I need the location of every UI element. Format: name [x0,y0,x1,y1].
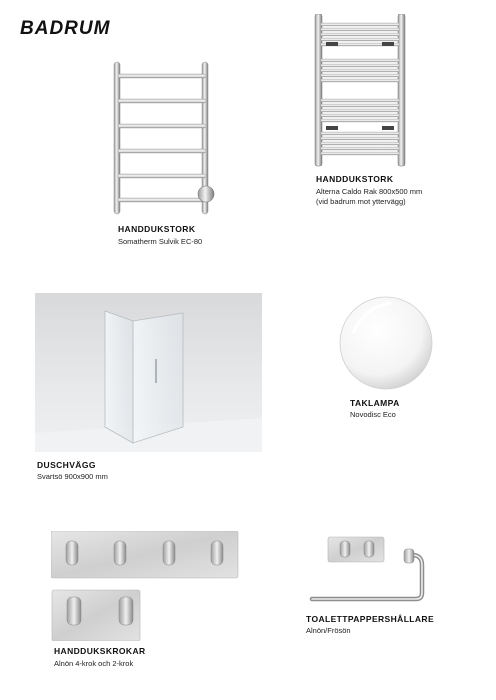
toilet-paper-holder-image [308,535,432,605]
towel-rail-alterna-image [312,14,410,168]
towel-rail-2-subtitle: Alterna Caldo Rak 800x500 mm (vid badrum mot yttervägg) [316,187,423,206]
towel-rail-1-subtitle: Somatherm Sulvik EC-80 [118,237,203,246]
shower-wall-image [35,293,262,452]
towel-hooks-title: HANDDUKSKROKAR [54,646,146,656]
page-title: BADRUM [20,18,111,39]
ceiling-lamp-title: TAKLAMPA [350,398,400,408]
towel-rail-sulvik-image [108,60,218,218]
towel-hooks-image [51,531,239,641]
ceiling-lamp-subtitle: Novodisc Eco [350,410,396,419]
toilet-holder-title: TOALETTPAPPERSHÅLLARE [306,614,435,624]
shower-subtitle: Svartsö 900x900 mm [37,472,108,481]
shower-title: DUSCHVÄGG [37,460,96,470]
towel-rail-1-title: HANDDUKSTORK [118,224,196,234]
towel-rail-2-title: HANDDUKSTORK [316,174,394,184]
toilet-holder-subtitle: Alnön/Frösön [306,626,351,635]
ceiling-lamp-image [335,293,437,393]
towel-hooks-subtitle: Alnön 4-krok och 2-krok [54,659,134,668]
